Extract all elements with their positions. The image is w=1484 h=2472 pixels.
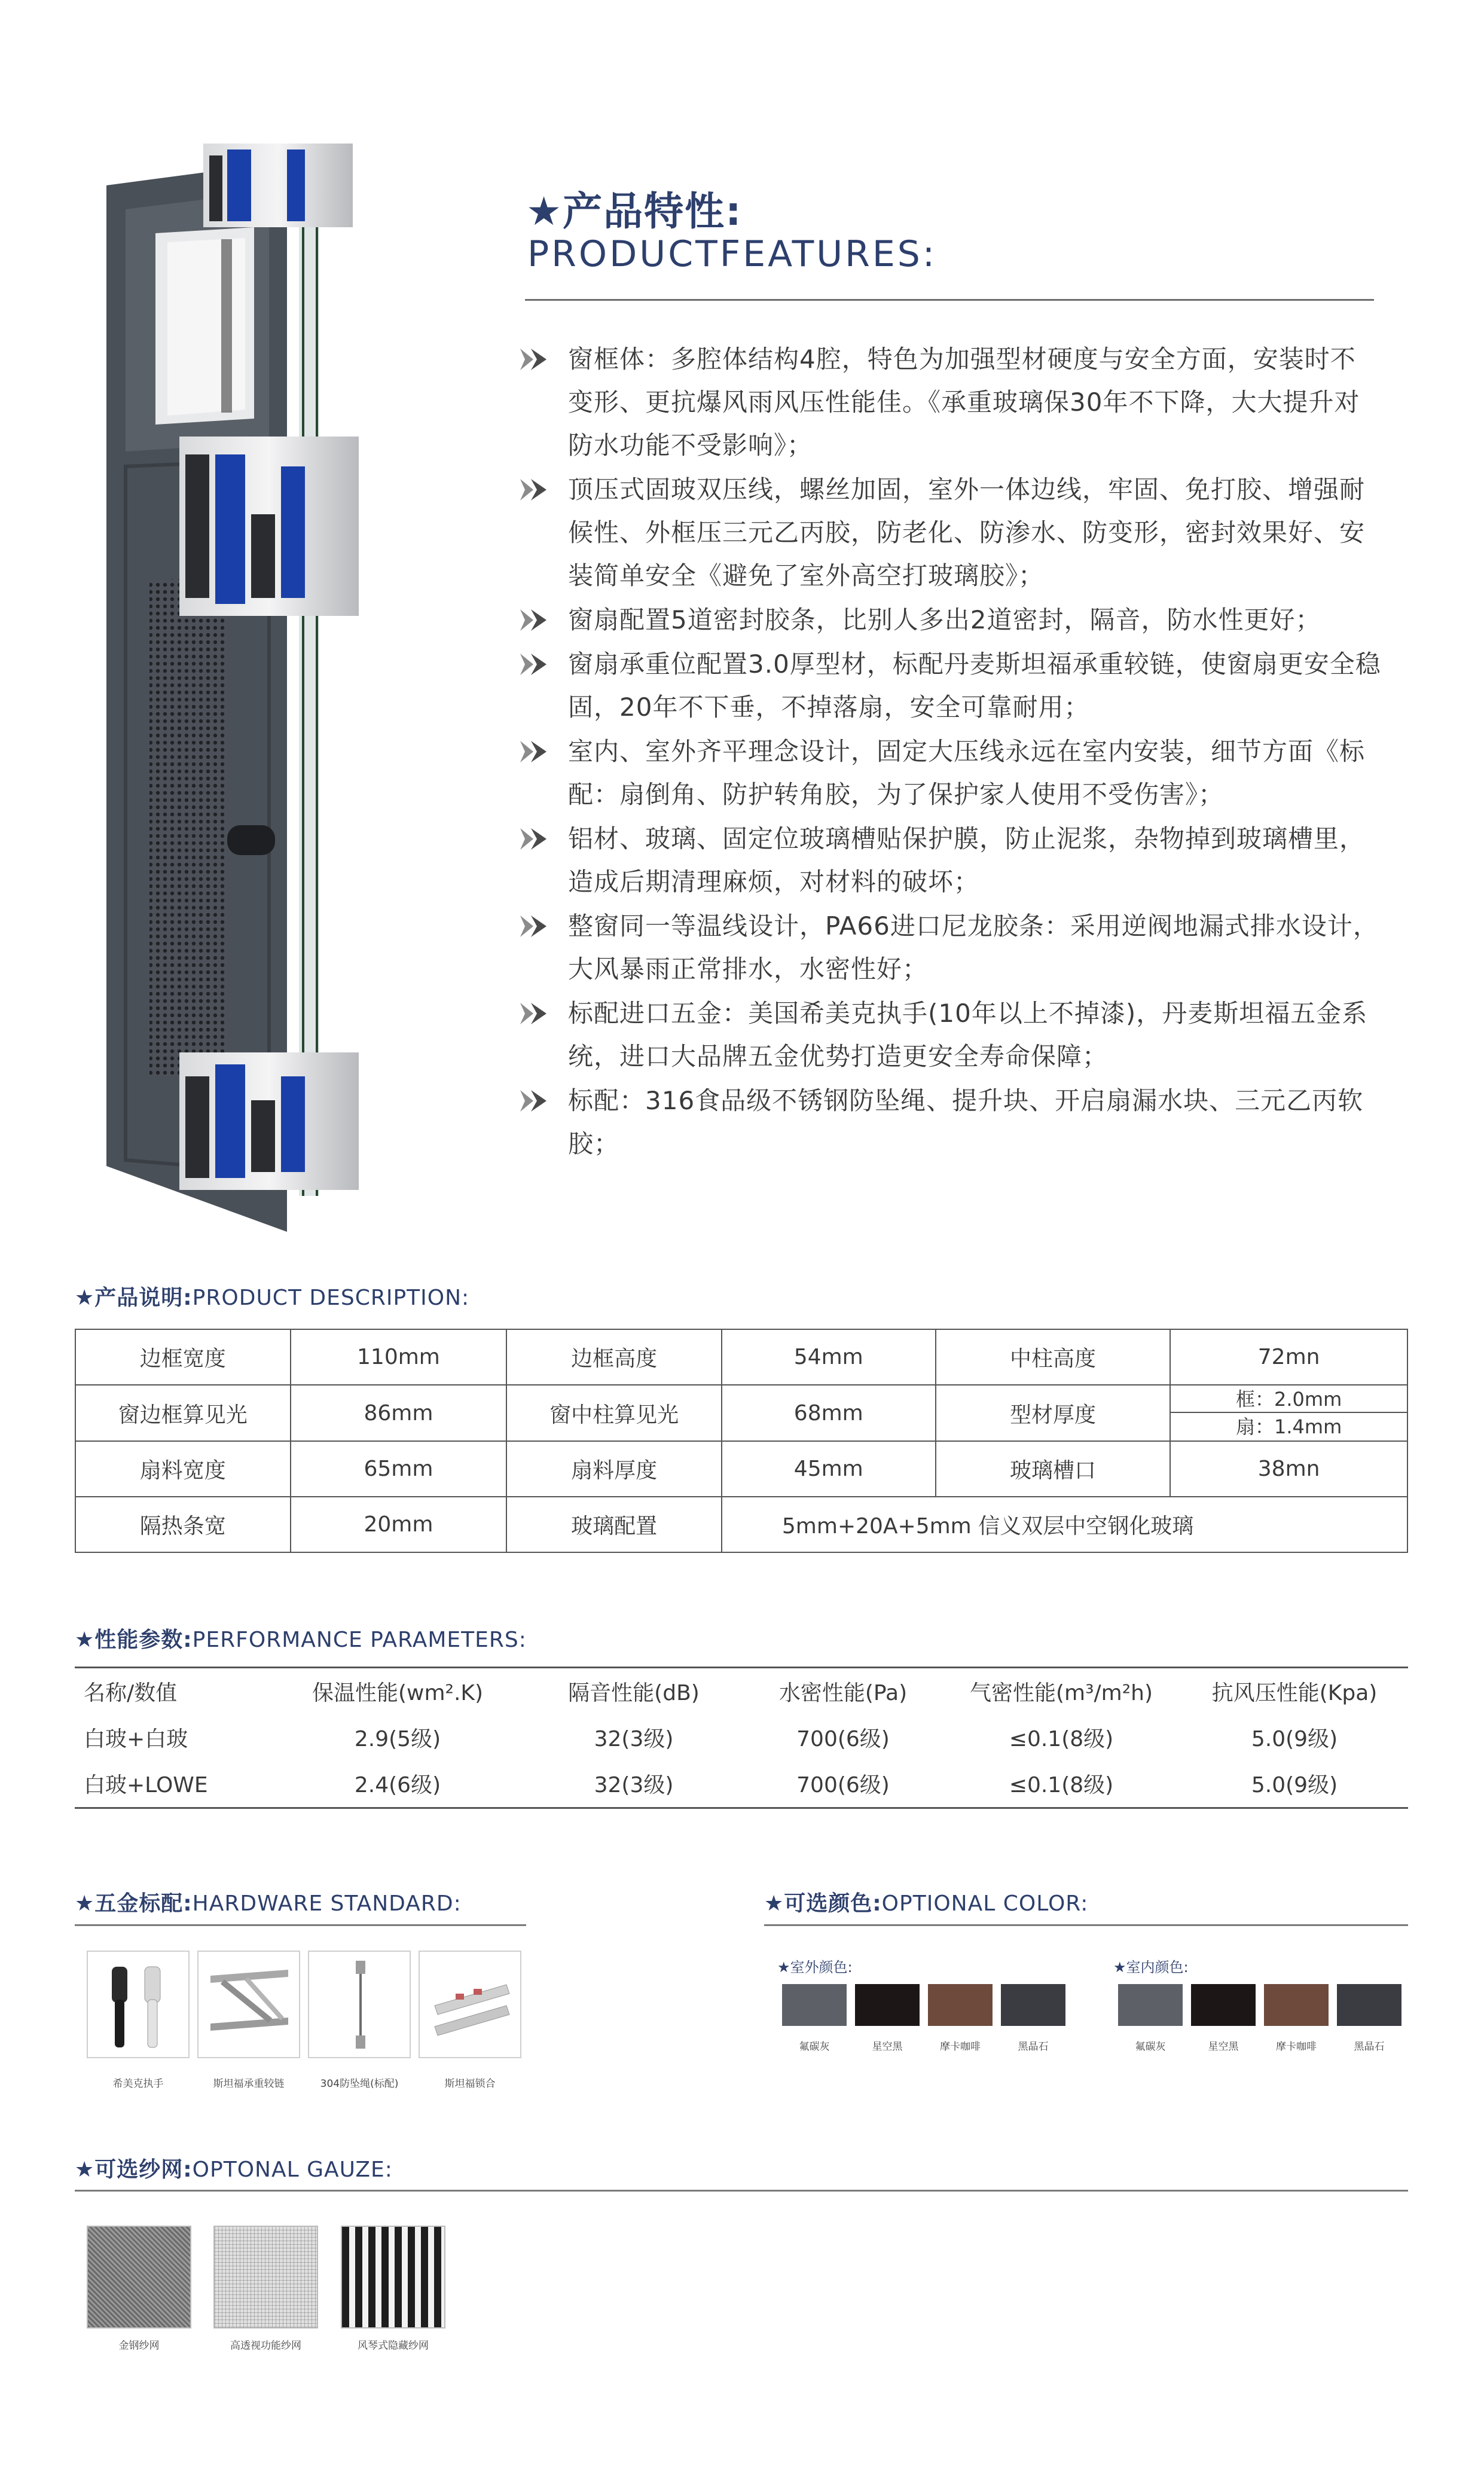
double-arrow-icon xyxy=(520,915,554,937)
hardware-heading xyxy=(75,1887,462,1917)
sash-thickness: 扇：1.4mm xyxy=(1236,1415,1342,1438)
table-cell: 窗中柱算见光 xyxy=(506,1385,722,1441)
column-header: 名称/数值 xyxy=(84,1681,178,1705)
double-arrow-icon xyxy=(520,828,554,850)
gauze-caption: 风琴式隐藏纱网 xyxy=(358,2340,429,2352)
color-divider xyxy=(764,1924,1408,1926)
feature-text: 窗框体：多腔体结构4腔，特色为加强型材硬度与安全方面，安装时不变形、更抗爆风雨风压性能佳。《承重玻璃保30年不下降，大大提升对防水功能不受影响》； xyxy=(568,344,1360,460)
table-cell: 65mm xyxy=(291,1441,507,1497)
color-caption: 摩卡咖啡 xyxy=(1276,2041,1317,2053)
gauze-caption: 高透视功能纱网 xyxy=(230,2340,301,2352)
table-cell: 边框高度 xyxy=(506,1329,722,1385)
double-arrow-icon xyxy=(520,741,554,762)
column-header: 水密性能(Pa) xyxy=(778,1681,908,1705)
table-cell: 86mm xyxy=(291,1385,507,1441)
safety-rope-image xyxy=(308,1951,411,2058)
feature-item xyxy=(520,338,1381,467)
feature-text: 整窗同一等温线设计，PA66进口尼龙胶条：采用逆阀地漏式排水设计，大风暴雨正常排水，水密性好； xyxy=(568,911,1379,984)
column-header: 气密性能(m³/m²h) xyxy=(969,1681,1153,1705)
gauze-divider xyxy=(75,2190,1408,2192)
table-cell: 32(3级) xyxy=(594,1773,674,1797)
pleated-gauze-swatch xyxy=(341,2226,445,2328)
handle-image xyxy=(87,1951,190,2058)
color-caption: 黑晶石 xyxy=(1354,2041,1385,2053)
hinge-image xyxy=(197,1951,300,2058)
feature-item xyxy=(520,468,1381,597)
table-cell: 32(3级) xyxy=(594,1727,674,1751)
table-cell: 2.9(5级) xyxy=(354,1727,441,1751)
table-cell: 白玻+白玻 xyxy=(84,1727,188,1751)
gauze-heading-cn: ★可选纱网: xyxy=(75,2157,193,2182)
double-arrow-icon xyxy=(520,654,554,675)
color-swatch xyxy=(1264,1984,1329,2026)
color-swatch xyxy=(1001,1984,1065,2026)
double-arrow-icon xyxy=(520,1003,554,1024)
features-list xyxy=(520,338,1381,1167)
color-caption: 氟碳灰 xyxy=(1135,2041,1166,2053)
table-cell: 边框宽度 xyxy=(75,1329,291,1385)
features-title-cn: ★产品特性: xyxy=(526,188,743,234)
feature-text: 标配进口五金：美国希美克执手(10年以上不掉漆)，丹麦斯坦福五金系统，进口大品牌五金优势打造更安全寿命保障； xyxy=(568,999,1368,1071)
indoor-color-label: ★室内颜色: xyxy=(1113,1959,1189,1976)
clear-view-gauze-swatch xyxy=(213,2226,318,2328)
description-heading-cn: ★产品说明: xyxy=(75,1286,193,1310)
feature-text: 铝材、玻璃、固定位玻璃槽贴保护膜，防止泥浆，杂物掉到玻璃槽里，造成后期清理麻烦，对材料的破坏； xyxy=(568,824,1366,896)
table-cell: 中柱高度 xyxy=(936,1329,1171,1385)
feature-text: 室内、室外齐平理念设计，固定大压线永远在室内安装，细节方面《标配：扇倒角、防护转角胶，为了保护家人使用不受伤害》； xyxy=(568,737,1366,809)
color-swatch xyxy=(1118,1984,1183,2026)
steel-gauze-swatch xyxy=(87,2226,191,2328)
column-header: 隔音性能(dB) xyxy=(568,1681,700,1705)
feature-item xyxy=(520,730,1381,816)
color-heading-en: OPTIONAL COLOR: xyxy=(881,1891,1089,1916)
performance-heading-cn: ★性能参数: xyxy=(75,1628,193,1652)
table-cell: 54mm xyxy=(722,1329,936,1385)
table-cell: 扇料厚度 xyxy=(506,1441,722,1497)
outdoor-color-label: ★室外颜色: xyxy=(777,1959,853,1976)
feature-item xyxy=(520,643,1381,729)
color-swatch xyxy=(1191,1984,1256,2026)
feature-text: 标配：316食品级不锈钢防坠绳、提升块、开启扇漏水块、三元乙丙软胶； xyxy=(568,1086,1364,1158)
hardware-caption: 斯坦福承重较链 xyxy=(213,2078,285,2090)
performance-table xyxy=(75,1668,1408,1806)
double-arrow-icon xyxy=(520,609,554,631)
description-table xyxy=(75,1329,1408,1553)
features-divider xyxy=(525,299,1374,301)
feature-text: 顶压式固玻双压线，螺丝加固，室外一体边线，牢固、免打胶、增强耐候性、外框压三元乙丙胶，防老化、防渗水、防变形，密封效果好、安装简单安全《避免了室外高空打玻璃胶》； xyxy=(568,475,1366,590)
hardware-heading-cn: ★五金标配: xyxy=(75,1891,193,1916)
table-header-row xyxy=(75,1668,1408,1714)
feature-item xyxy=(520,992,1381,1078)
table-cell: ≤0.1(8级) xyxy=(1009,1773,1114,1797)
color-swatch xyxy=(928,1984,993,2026)
description-heading xyxy=(75,1281,469,1311)
performance-bottom-rule xyxy=(75,1807,1408,1809)
feature-item xyxy=(520,599,1381,642)
table-cell: 玻璃配置 xyxy=(506,1497,722,1552)
double-arrow-icon xyxy=(520,349,554,370)
table-cell: 型材厚度 xyxy=(936,1385,1171,1441)
table-cell: 玻璃槽口 xyxy=(936,1441,1171,1497)
table-cell: 700(6级) xyxy=(796,1773,890,1797)
column-header: 保温性能(wm².K) xyxy=(312,1681,484,1705)
table-cell: 110mm xyxy=(291,1329,507,1385)
color-swatch xyxy=(855,1984,920,2026)
table-row xyxy=(75,1441,1407,1497)
color-heading-cn: ★可选颜色: xyxy=(764,1891,882,1916)
table-cell: 2.4(6级) xyxy=(354,1773,441,1797)
table-cell: 700(6级) xyxy=(796,1727,890,1751)
table-cell: 72mn xyxy=(1170,1329,1407,1385)
table-cell-split xyxy=(1170,1385,1407,1441)
hardware-caption: 希美克执手 xyxy=(112,2078,164,2090)
column-header: 抗风压性能(Kpa) xyxy=(1211,1681,1378,1705)
feature-item xyxy=(520,817,1381,904)
color-caption: 摩卡咖啡 xyxy=(940,2041,981,2053)
gauze-heading-en: OPTONAL GAUZE: xyxy=(192,2157,393,2182)
window-profile-illustration xyxy=(90,144,425,1238)
table-row xyxy=(75,1760,1408,1806)
feature-text: 窗扇配置5道密封胶条，比别人多出2道密封，隔音，防水性更好； xyxy=(568,605,1321,634)
gauze-caption: 金钢纱网 xyxy=(118,2340,160,2352)
lock-point-image xyxy=(419,1951,521,2058)
table-cell: 45mm xyxy=(722,1441,936,1497)
color-caption: 氟碳灰 xyxy=(799,2041,830,2053)
table-row xyxy=(75,1329,1407,1385)
color-swatch xyxy=(1337,1984,1401,2026)
double-arrow-icon xyxy=(520,479,554,500)
double-arrow-icon xyxy=(520,1090,554,1112)
color-swatch xyxy=(782,1984,847,2026)
table-row xyxy=(75,1497,1407,1552)
feature-item xyxy=(520,1079,1381,1165)
table-cell: ≤0.1(8级) xyxy=(1009,1727,1114,1751)
performance-heading xyxy=(75,1623,527,1653)
table-cell: 窗边框算见光 xyxy=(75,1385,291,1441)
table-cell: 20mm xyxy=(291,1497,507,1552)
table-cell: 扇料宽度 xyxy=(75,1441,291,1497)
hardware-divider xyxy=(75,1924,526,1926)
color-caption: 黑晶石 xyxy=(1018,2041,1049,2053)
table-row xyxy=(75,1714,1408,1760)
color-caption: 星空黑 xyxy=(1208,2041,1239,2053)
hardware-caption: 304防坠绳(标配) xyxy=(320,2078,399,2090)
table-cell: 38mn xyxy=(1170,1441,1407,1497)
table-cell: 5.0(9级) xyxy=(1251,1727,1338,1751)
hardware-caption: 斯坦福锁合 xyxy=(444,2078,496,2090)
feature-text: 窗扇承重位配置3.0厚型材，标配丹麦斯坦福承重较链，使窗扇更安全稳固，20年不下垂，不掉落扇，安全可靠耐用； xyxy=(568,649,1381,722)
color-heading xyxy=(764,1887,1088,1917)
features-title-en: PRODUCTFEATURES: xyxy=(527,233,938,275)
table-cell: 5mm+20A+5mm 信义双层中空钢化玻璃 xyxy=(722,1497,1407,1552)
frame-thickness: 框：2.0mm xyxy=(1171,1385,1407,1413)
color-caption: 星空黑 xyxy=(872,2041,903,2053)
table-cell: 68mm xyxy=(722,1385,936,1441)
table-cell: 隔热条宽 xyxy=(75,1497,291,1552)
table-cell: 白玻+LOWE xyxy=(84,1773,208,1797)
hardware-heading-en: HARDWARE STANDARD: xyxy=(192,1891,462,1916)
performance-heading-en: PERFORMANCE PARAMETERS: xyxy=(192,1628,527,1652)
table-cell: 5.0(9级) xyxy=(1251,1773,1338,1797)
feature-item xyxy=(520,905,1381,991)
gauze-heading xyxy=(75,2153,393,2183)
table-row xyxy=(75,1385,1407,1441)
description-heading-en: PRODUCT DESCRIPTION: xyxy=(192,1286,470,1310)
